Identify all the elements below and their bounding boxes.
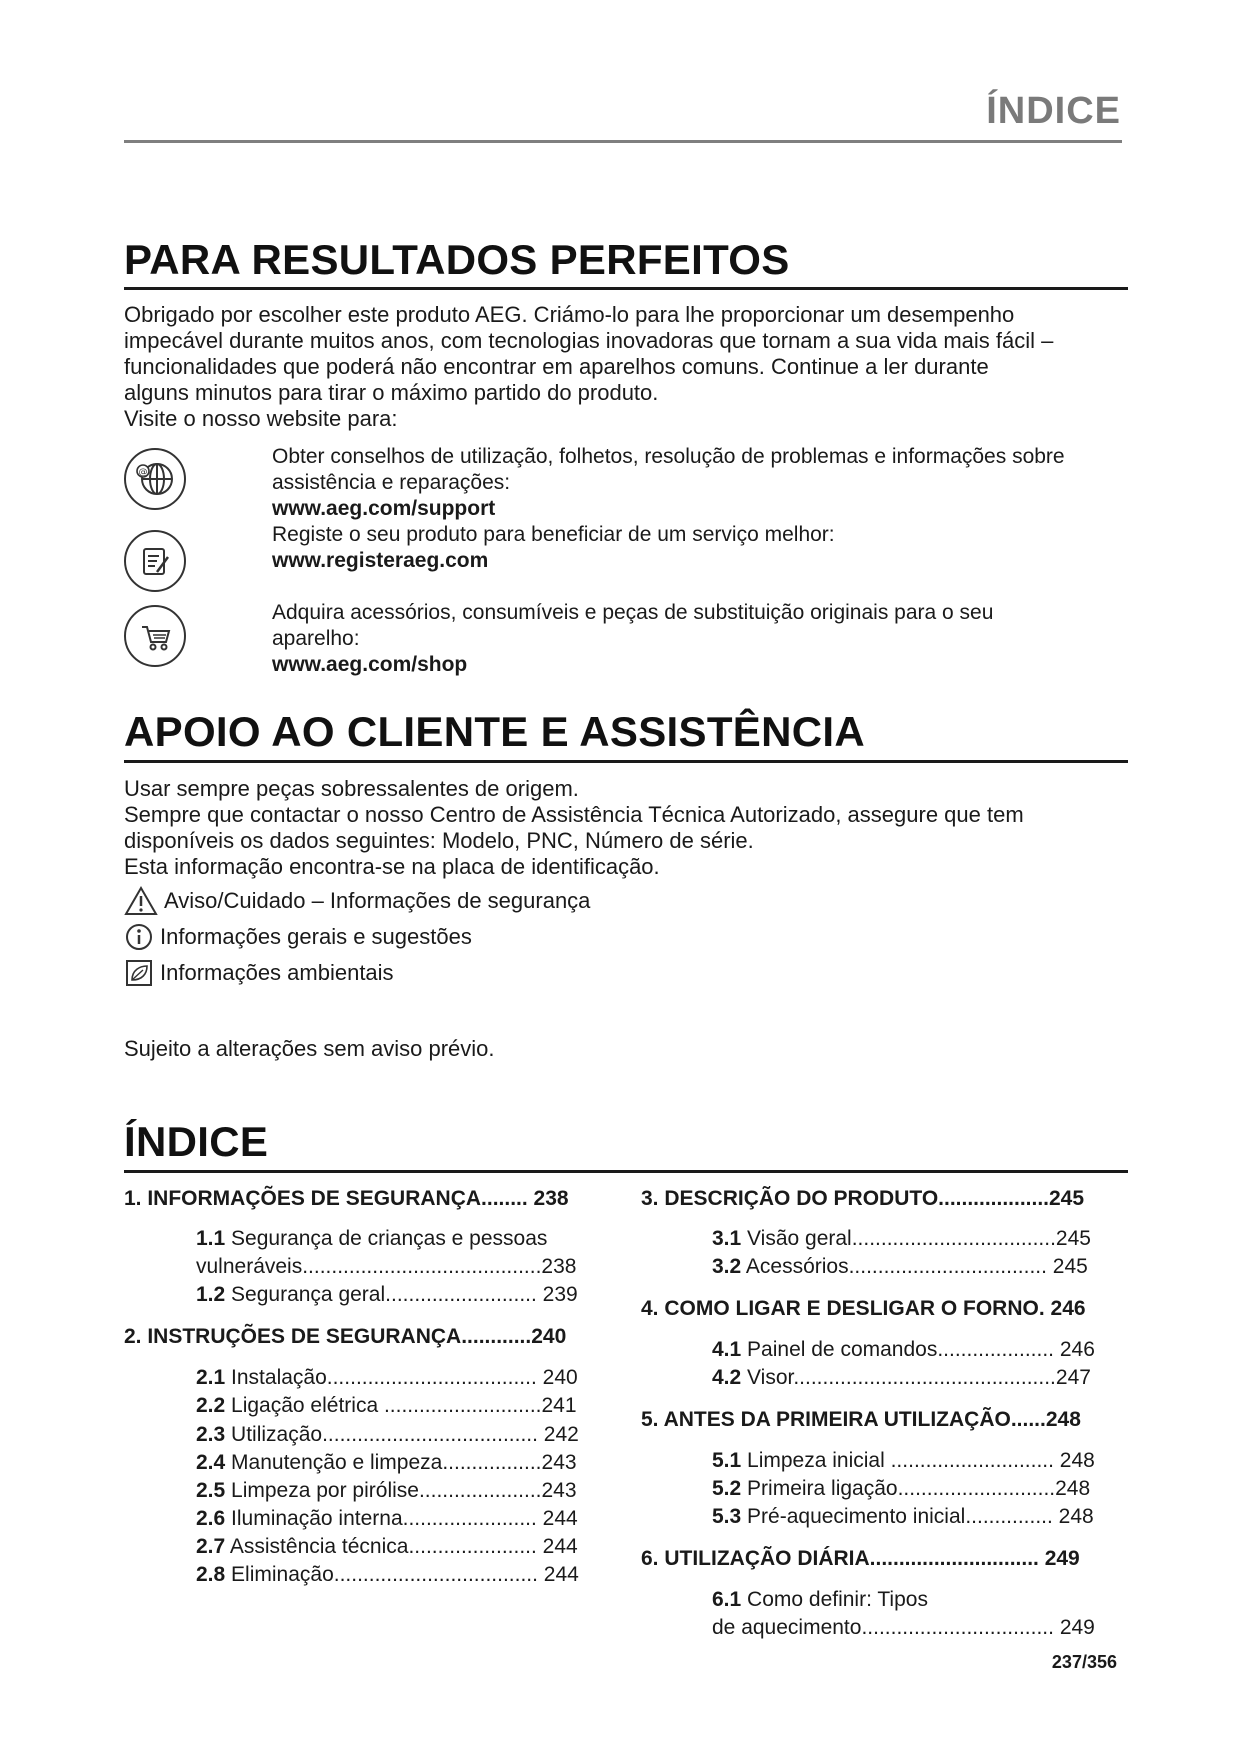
shop-info xyxy=(272,600,1132,678)
section-divider xyxy=(124,287,1128,290)
toc-item-4-2[interactable]: 4.2 Visor.............................................247 xyxy=(712,1366,1091,1389)
toc-heading-6[interactable]: 6. UTILIZAÇÃO DIÁRIA............................. 249 xyxy=(641,1547,1080,1570)
cart-icon-wrap xyxy=(124,605,186,667)
toc-item-2-6[interactable]: 2.6 Iluminação interna....................... 244 xyxy=(196,1507,578,1530)
legend-text: Informações gerais e sugestões xyxy=(160,924,472,949)
toc-item-5-2[interactable]: 5.2 Primeira ligação...........................248 xyxy=(712,1477,1091,1500)
toc-heading-4[interactable]: 4. COMO LIGAR E DESLIGAR O FORNO. 246 xyxy=(641,1297,1086,1320)
toc-item-2-2[interactable]: 2.2 Ligação elétrica ...........................241 xyxy=(196,1394,577,1417)
toc-item-4-1[interactable]: 4.1 Painel de comandos.................... 246 xyxy=(712,1338,1095,1361)
support-line: Sempre que contactar o nosso Centro de Assistência Técnica Autorizado, assegure que tem xyxy=(124,802,1024,827)
section-divider xyxy=(124,760,1128,763)
legend-warning xyxy=(124,886,590,916)
toc-item-3-1[interactable]: 3.1 Visão geral...................................245 xyxy=(712,1227,1091,1250)
toc-item-1-1-cont[interactable]: vulneráveis.........................................238 xyxy=(196,1255,577,1278)
intro-line: alguns minutos para tirar o máximo partido do produto. xyxy=(124,380,659,405)
toc-heading-1[interactable]: 1. INFORMAÇÕES DE SEGURANÇA........ 238 xyxy=(124,1187,569,1210)
warning-icon xyxy=(124,886,158,916)
legend-info xyxy=(124,922,472,952)
shop-text: aparelho: xyxy=(272,627,360,650)
toc-item-2-8[interactable]: 2.8 Eliminação................................... 244 xyxy=(196,1563,579,1586)
toc-item-3-2[interactable]: 3.2 Acessórios.................................. 245 xyxy=(712,1255,1088,1278)
register-icon-wrap xyxy=(124,530,186,592)
header-divider xyxy=(124,140,1122,143)
toc-item-5-1[interactable]: 5.1 Limpeza inicial ............................ 248 xyxy=(712,1449,1095,1472)
info-icon xyxy=(124,922,154,952)
page-number: 237/356 xyxy=(1051,1652,1117,1672)
svg-text:@: @ xyxy=(138,467,148,478)
shopping-cart-icon xyxy=(124,605,186,667)
toc-item-2-4[interactable]: 2.4 Manutenção e limpeza.................243 xyxy=(196,1451,577,1474)
shop-link[interactable]: www.aeg.com/shop xyxy=(272,653,468,676)
toc-item-2-7[interactable]: 2.7 Assistência técnica...................... 244 xyxy=(196,1535,578,1558)
section-title-customer-support: APOIO AO CLIENTE E ASSISTÊNCIA xyxy=(124,708,865,755)
toc-title: ÍNDICE xyxy=(124,1118,269,1165)
notice-line: Sujeito a alterações sem aviso prévio. xyxy=(124,1036,495,1061)
support-paragraph xyxy=(124,776,1124,880)
register-link[interactable]: www.registeraeg.com xyxy=(272,549,489,572)
register-text: Registe o seu produto para beneficiar de um serviço melhor: xyxy=(272,523,835,546)
toc-item-6-1-cont[interactable]: de aquecimento................................. 249 xyxy=(712,1616,1095,1639)
toc-item-2-5[interactable]: 2.5 Limpeza por pirólise.....................243 xyxy=(196,1479,577,1502)
intro-line: Visite o nosso website para: xyxy=(124,406,398,431)
leaf-icon xyxy=(124,958,154,988)
support-line: Usar sempre peças sobressalentes de origem. xyxy=(124,776,579,801)
intro-line: funcionalidades que poderá não encontrar em aparelhos comuns. Continue a ler durante xyxy=(124,354,989,379)
register-form-icon xyxy=(124,530,186,592)
intro-line: Obrigado por escolher este produto AEG. Criámo-lo para lhe proporcionar um desempenho xyxy=(124,302,1015,327)
toc-heading-5[interactable]: 5. ANTES DA PRIMEIRA UTILIZAÇÃO......248 xyxy=(641,1408,1081,1431)
shop-text: Adquira acessórios, consumíveis e peças de substituição originais para o seu xyxy=(272,601,994,624)
support-line: Esta informação encontra-se na placa de identificação. xyxy=(124,854,660,879)
toc-divider xyxy=(124,1170,1128,1173)
page-header-title: ÍNDICE xyxy=(986,90,1121,132)
legend-environment xyxy=(124,958,394,988)
toc-item-2-3[interactable]: 2.3 Utilização..................................... 242 xyxy=(196,1423,579,1446)
toc-item-6-1[interactable]: 6.1 Como definir: Tipos xyxy=(712,1588,928,1611)
toc-heading-2[interactable]: 2. INSTRUÇÕES DE SEGURANÇA............240 xyxy=(124,1325,567,1348)
intro-line: impecável durante muitos anos, com tecnologias inovadoras que tornam a sua vida mais fácil – xyxy=(124,328,1054,353)
support-text: assistência e reparações: xyxy=(272,471,511,494)
intro-paragraph xyxy=(124,302,1124,432)
support-text: Obter conselhos de utilização, folhetos, resolução de problemas e informações sobre xyxy=(272,445,1065,468)
toc-item-1-2[interactable]: 1.2 Segurança geral.......................... 239 xyxy=(196,1283,578,1306)
legend-text: Aviso/Cuidado – Informações de segurança xyxy=(164,888,591,913)
section-title-perfect-results: PARA RESULTADOS PERFEITOS xyxy=(124,236,790,283)
globe-icon xyxy=(124,448,186,510)
notice-text xyxy=(124,1036,1124,1062)
register-info xyxy=(272,522,1132,574)
toc-heading-3[interactable]: 3. DESCRIÇÃO DO PRODUTO...................245 xyxy=(641,1187,1085,1210)
toc-item-1-1[interactable]: 1.1 Segurança de crianças e pessoas xyxy=(196,1227,548,1250)
support-link[interactable]: www.aeg.com/support xyxy=(272,497,496,520)
globe-icon-wrap xyxy=(124,448,186,510)
toc-item-5-3[interactable]: 5.3 Pré-aquecimento inicial............... 248 xyxy=(712,1505,1094,1528)
support-info xyxy=(272,444,1132,522)
support-line: disponíveis os dados seguintes: Modelo, PNC, Número de série. xyxy=(124,828,754,853)
toc-item-2-1[interactable]: 2.1 Instalação.................................... 240 xyxy=(196,1366,578,1389)
legend-text: Informações ambientais xyxy=(160,960,394,985)
